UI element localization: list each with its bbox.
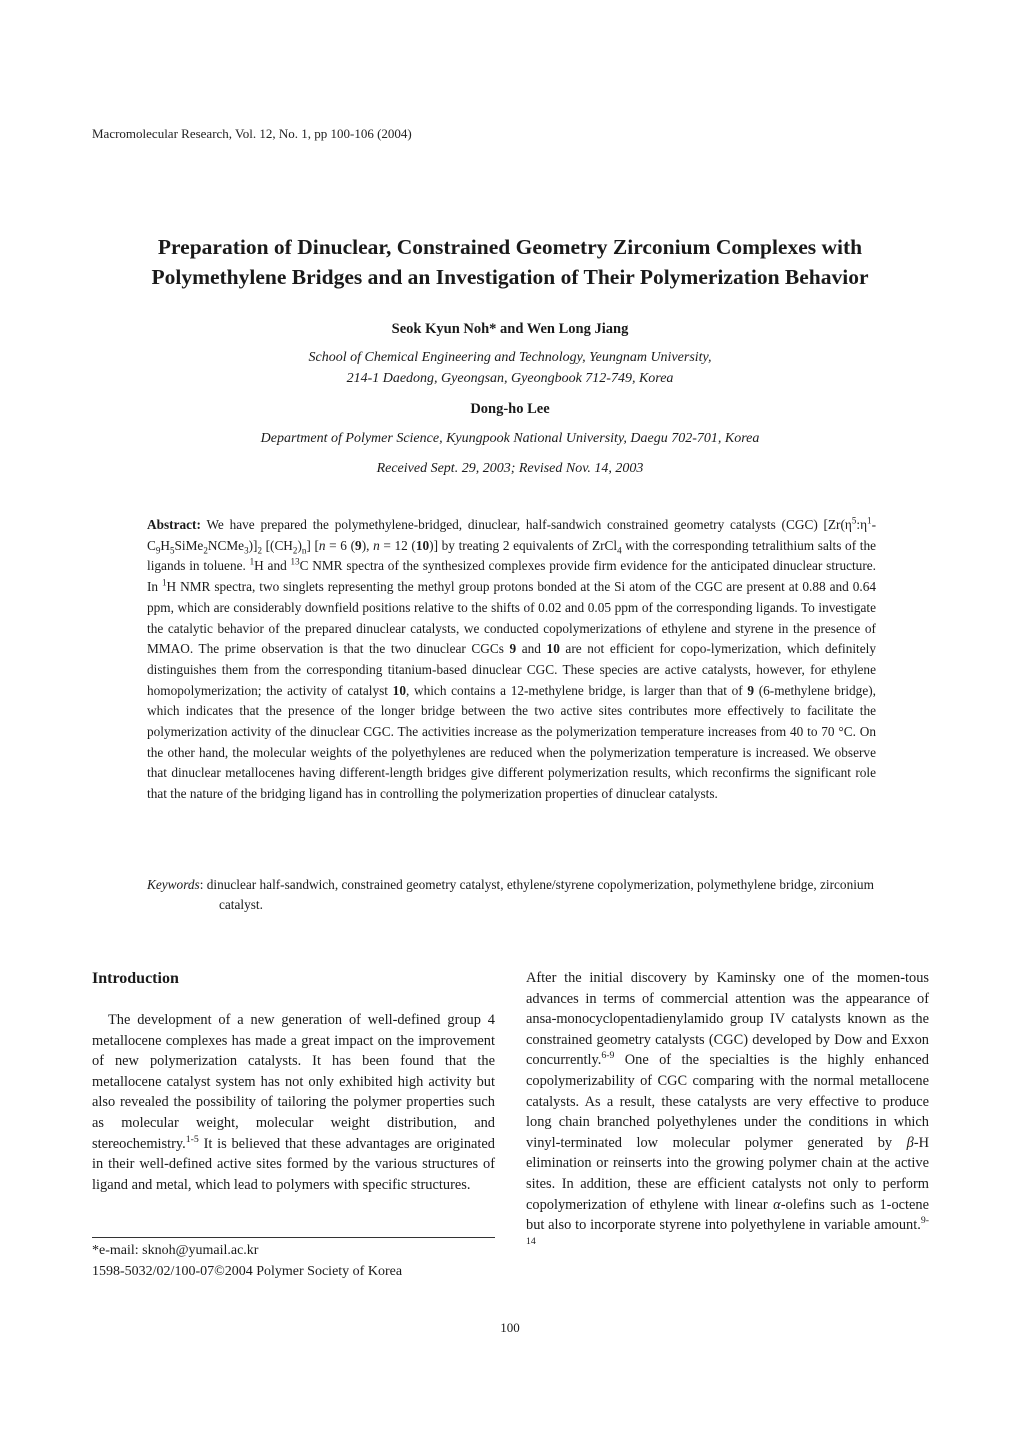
title-line-2: Polymethylene Bridges and an Investigation of Their Polymerization Behavior <box>151 265 869 289</box>
received-dates: Received Sept. 29, 2003; Revised Nov. 14, 2003 <box>376 461 644 476</box>
page-number: 100 <box>500 1320 520 1335</box>
citation-ref: 9-14 <box>526 1215 929 1247</box>
paper-title <box>60 232 960 292</box>
footnote-copyright: 1598-5032/02/100-07©2004 Polymer Society of Korea <box>92 1263 403 1279</box>
journal-citation: Macromolecular Research, Vol. 12, No. 1, pp 100-106 (2004) <box>92 126 412 141</box>
footnote <box>92 1241 402 1282</box>
affiliation-secondary: Department of Polymer Science, Kyungpook National University, Daegu 702-701, Korea <box>260 431 760 446</box>
keywords-label: Keywords <box>147 877 200 892</box>
affiliation-line-1: School of Chemical Engineering and Technology, Yeungnam University, <box>308 350 712 365</box>
authors-secondary: Dong-ho Lee <box>470 401 550 417</box>
citation-ref: 6-9 <box>601 1050 615 1062</box>
intro-paragraph-left: The development of a new generation of well-defined group 4 metallocene complexes has made a great impact on the improvement of new polymerization catalysts. It has been found that the metallocene catalyst system has not only exhibited high activity but also revealed the possibility of tailoring the polymer properties such as molecular weight, molecular weight distribution, and stereochemistry.$^{1-5}$ It is believed that these advantages are originated in their well-defined active sites formed by the various structures of ligand and metal, which lead to polymers with specific structures. <box>92 1012 495 1193</box>
affiliation-primary <box>60 347 960 389</box>
citation-ref: 1-5 <box>185 1133 199 1145</box>
section-heading-introduction: Introduction <box>92 970 179 987</box>
footnote-email: *e-mail: sknoh@yumail.ac.kr <box>92 1243 259 1258</box>
affiliation-line-2: 214-1 Daedong, Gyeongsan, Gyeongbook 712-749, Korea <box>346 371 674 386</box>
authors-primary: Seok Kyun Noh* and Wen Long Jiang <box>391 321 629 337</box>
abstract: Abstract: We have prepared the polymethylene-bridged, dinuclear, half-sandwich constrained geometry catalysts (CGC) $[Zr(\eta^5:\eta^1-C_9H_5SiMe_2NCMe_3)]_2$ $[(CH_2)_n] [n = 6$ (9), n = 12 (10)] by treating 2 equivalents of ZrCl$_4$ with the corresponding tetralithium salts of the ligands in toluene. $^1$H and $^{13}$C NMR spectra of the synthesized complexes provide firm evidence for the anticipated dinuclear structure. In $^1$H NMR spectra, two singlets representing the methyl group protons bonded at the Si atom of the CGC are present at 0.88 and 0.64 ppm, which are considerably downfield positions relative to the shifts of 0.02 and 0.05 ppm of the corresponding ligands. To investigate the catalytic behavior of the prepared dinuclear catalysts, we conducted copolymerizations of ethylene and styrene in the presence of MMAO. The prime observation is that the two dinuclear CGCs 9 and 10 are not efficient for copo-lymerization, which definitely distinguishes them from the corresponding titanium-based dinuclear CGC. These species are active catalysts, however, for ethylene homopolymerization; the activity of catalyst 10, which contains a 12-methylene bridge, is larger than that of 9 (6-methylene bridge), which indicates that the presence of the longer bridge between the two active sites contributes more effectively to facilitate the polymerization activity of the dinuclear CGC. The activities increase as the polymerization temperature increases from 40 to 70 °C. On the other hand, the molecular weights of the polyethylenes are reduced when the polymerization temperature is increased. We observe that dinuclear metallocenes having different-length bridges give different polymerization results, which reconfirms the significant role that the nature of the bridging ligand has in controlling the polymerization properties of dinuclear catalysts. <box>147 515 876 802</box>
keywords-text: : dinuclear half-sandwich, constrained geometry catalyst, ethylene/styrene copolymerization, polymethylene bridge, zirconium catalyst. <box>199 877 874 912</box>
keywords <box>147 875 876 914</box>
footnote-divider <box>92 1237 495 1238</box>
title-line-1: Preparation of Dinuclear, Constrained Geometry Zirconium Complexes with <box>157 235 863 259</box>
abstract-label: Abstract: <box>147 517 201 532</box>
intro-paragraph-right: After the initial discovery by Kaminsky one of the momen-tous advances in terms of commercial attention was the appearance of ansa-monocyclopentadienylamido group IV catalysts known as the constrained geometry catalysts (CGC) developed by Dow and Exxon concurrently.$^{6-9}$ One of the specialties is the highly enhanced copolymerizability of CGC comparing with the normal metallocene catalysts. As a result, these catalysts are very effective to produce long chain branched polyethylenes under the conditions in which vinyl-terminated low molecular polymer generated by β-H elimination or reinserts into the growing polymer chain at the active sites. In addition, these are efficient catalysts not only to perform copolymerization of ethylene with linear α-olefins such as 1-octene but also to incorporate styrene into polyethylene in variable amount.$^{9-14}$ <box>526 970 930 1247</box>
